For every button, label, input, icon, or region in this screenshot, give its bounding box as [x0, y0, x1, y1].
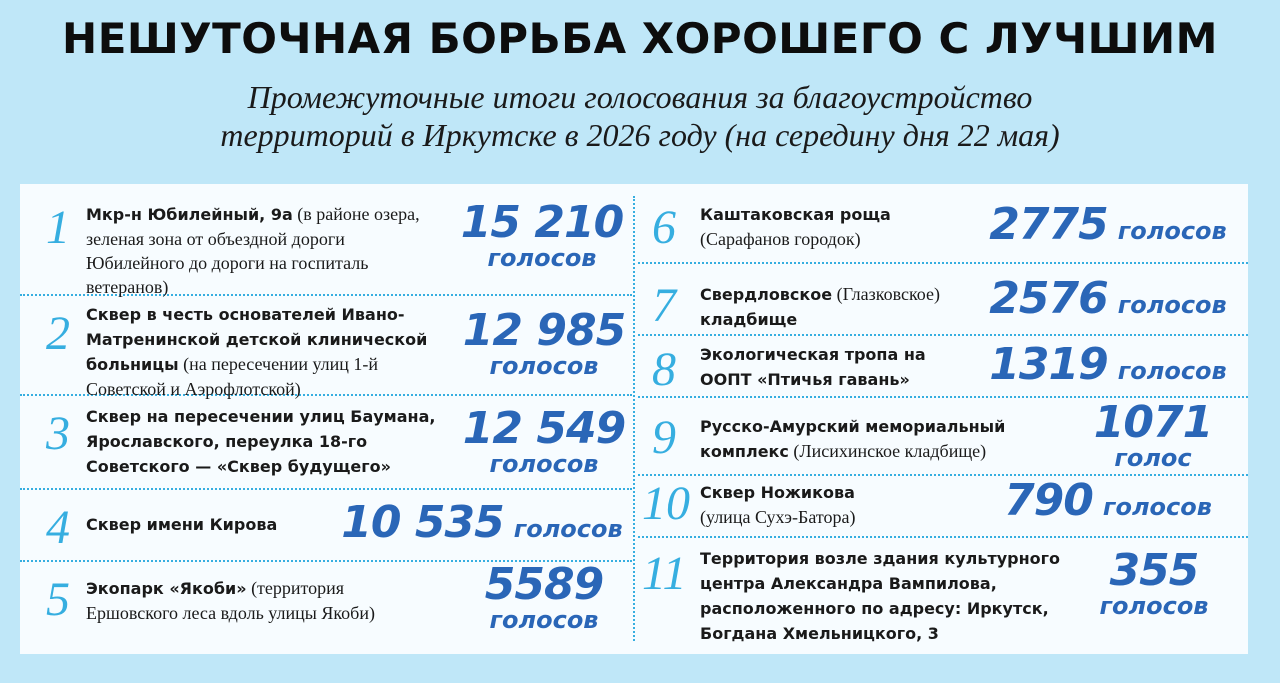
item-detail: (Глазковское)	[836, 284, 941, 304]
rank-number: 8	[652, 343, 676, 396]
vote-number: 2576	[989, 273, 1108, 324]
item-name: Сквер в честь основателей Ивано-Матренинской детской клинической больницы	[86, 305, 428, 374]
item-detail: (Лисихинское кладбище)	[793, 441, 987, 461]
column-divider	[633, 196, 635, 641]
vote-number: 790	[1004, 475, 1093, 526]
vote-count	[456, 559, 632, 634]
item-name: Каштаковская роща	[700, 205, 891, 224]
item-detail: (на пересечении улиц 1-й Советской и Аэрофлотской)	[86, 354, 379, 399]
item-detail: (улица Сухэ-Батора)	[700, 507, 856, 527]
vote-count	[968, 199, 1248, 250]
vote-unit: голос	[1114, 444, 1192, 472]
rank-number: 10	[642, 477, 690, 530]
item-description	[700, 414, 1030, 464]
vote-unit: голосов	[487, 244, 597, 272]
rank-number: 4	[46, 501, 70, 554]
item-description	[86, 202, 446, 299]
vote-unit: голосов	[489, 606, 599, 634]
list-item	[20, 396, 632, 490]
item-name: Экологическая тропа на ООПТ «Птичья гавань»	[700, 345, 926, 389]
vote-count	[968, 475, 1248, 526]
list-item	[638, 264, 1248, 336]
list-item	[20, 490, 632, 562]
item-detail: (территория Ершовского леса вдоль улицы Якоби)	[86, 578, 375, 623]
vote-count	[1078, 397, 1228, 472]
vote-number: 2775	[989, 199, 1108, 250]
vote-number: 1071	[1093, 397, 1213, 448]
rank-number: 11	[642, 547, 687, 600]
item-description	[700, 202, 970, 251]
vote-unit: голосов	[1117, 217, 1227, 245]
item-detail: (Сарафанов городок)	[700, 229, 861, 249]
vote-unit: голосов	[513, 515, 623, 543]
subtitle-line-2: территорий в Иркутске в 2026 году (на середину дня 22 мая)	[220, 117, 1060, 153]
vote-unit: голосов	[1099, 592, 1209, 620]
item-name: Свердловское	[700, 285, 833, 304]
item-name: Сквер Ножикова	[700, 483, 855, 502]
list-item	[20, 296, 632, 399]
vote-count	[1084, 545, 1224, 620]
item-description	[86, 302, 456, 401]
item-name: Экопарк «Якоби»	[86, 579, 247, 598]
vote-unit: голосов	[1117, 357, 1227, 385]
rank-number: 7	[652, 279, 676, 332]
vote-number: 12 985	[462, 305, 626, 356]
item-detail: (в районе озера, зеленая зона от объездной дороги Юбилейного до дороги на госпиталь ветеранов)	[86, 204, 420, 297]
rank-number: 3	[46, 407, 70, 460]
item-name: Территория возле здания культурного центра Александра Вампилова, расположенного по адресу: Иркутск, Богдана Хмельницкого, 3	[700, 549, 1061, 643]
list-item	[638, 476, 1248, 538]
item-description	[86, 512, 346, 537]
vote-count	[452, 197, 632, 272]
vote-count	[456, 305, 632, 380]
rank-number: 6	[652, 201, 676, 254]
results-panel	[20, 184, 1248, 654]
item-description	[700, 282, 970, 332]
item-description	[86, 576, 426, 625]
vote-number: 12 549	[462, 403, 626, 454]
list-item	[638, 398, 1248, 476]
item-name: Сквер на пересечении улиц Баумана, Ярославского, переулка 18-го Советского — «Сквер будущего»	[86, 407, 436, 476]
item-name: Мкр-н Юбилейный, 9а	[86, 205, 293, 224]
rank-number: 1	[46, 201, 70, 254]
vote-unit: голосов	[489, 450, 599, 478]
rank-number: 9	[652, 411, 676, 464]
vote-number: 5589	[484, 559, 604, 610]
rank-number: 5	[46, 573, 70, 626]
vote-number: 10 535	[341, 497, 504, 548]
item-description	[700, 546, 1080, 646]
subtitle-line-1: Промежуточные итоги голосования за благоустройство	[247, 79, 1033, 115]
vote-number: 355	[1109, 545, 1199, 596]
list-item	[638, 538, 1248, 652]
vote-count	[968, 339, 1248, 390]
page-title: НЕШУТОЧНАЯ БОРЬБА ХОРОШЕГО С ЛУЧШИМ	[62, 14, 1218, 63]
rank-number: 2	[46, 307, 70, 360]
item-name: Сквер имени Кирова	[86, 515, 278, 534]
list-item	[638, 336, 1248, 398]
vote-unit: голосов	[1102, 493, 1212, 521]
vote-count	[456, 403, 632, 478]
item-name: Русско-Амурский мемориальный комплекс	[700, 417, 1006, 461]
vote-unit: голосов	[489, 352, 599, 380]
page-subtitle	[90, 78, 1190, 154]
item-description	[700, 480, 960, 529]
vote-count	[332, 497, 632, 548]
list-item	[20, 184, 632, 296]
item-description	[86, 404, 456, 479]
item-description	[700, 342, 960, 392]
list-item	[638, 184, 1248, 264]
vote-count	[968, 273, 1248, 324]
item-name-2: кладбище	[700, 310, 798, 329]
vote-number: 1319	[989, 339, 1108, 390]
vote-unit: голосов	[1117, 291, 1227, 319]
list-item	[20, 559, 632, 652]
vote-number: 15 210	[460, 197, 624, 248]
